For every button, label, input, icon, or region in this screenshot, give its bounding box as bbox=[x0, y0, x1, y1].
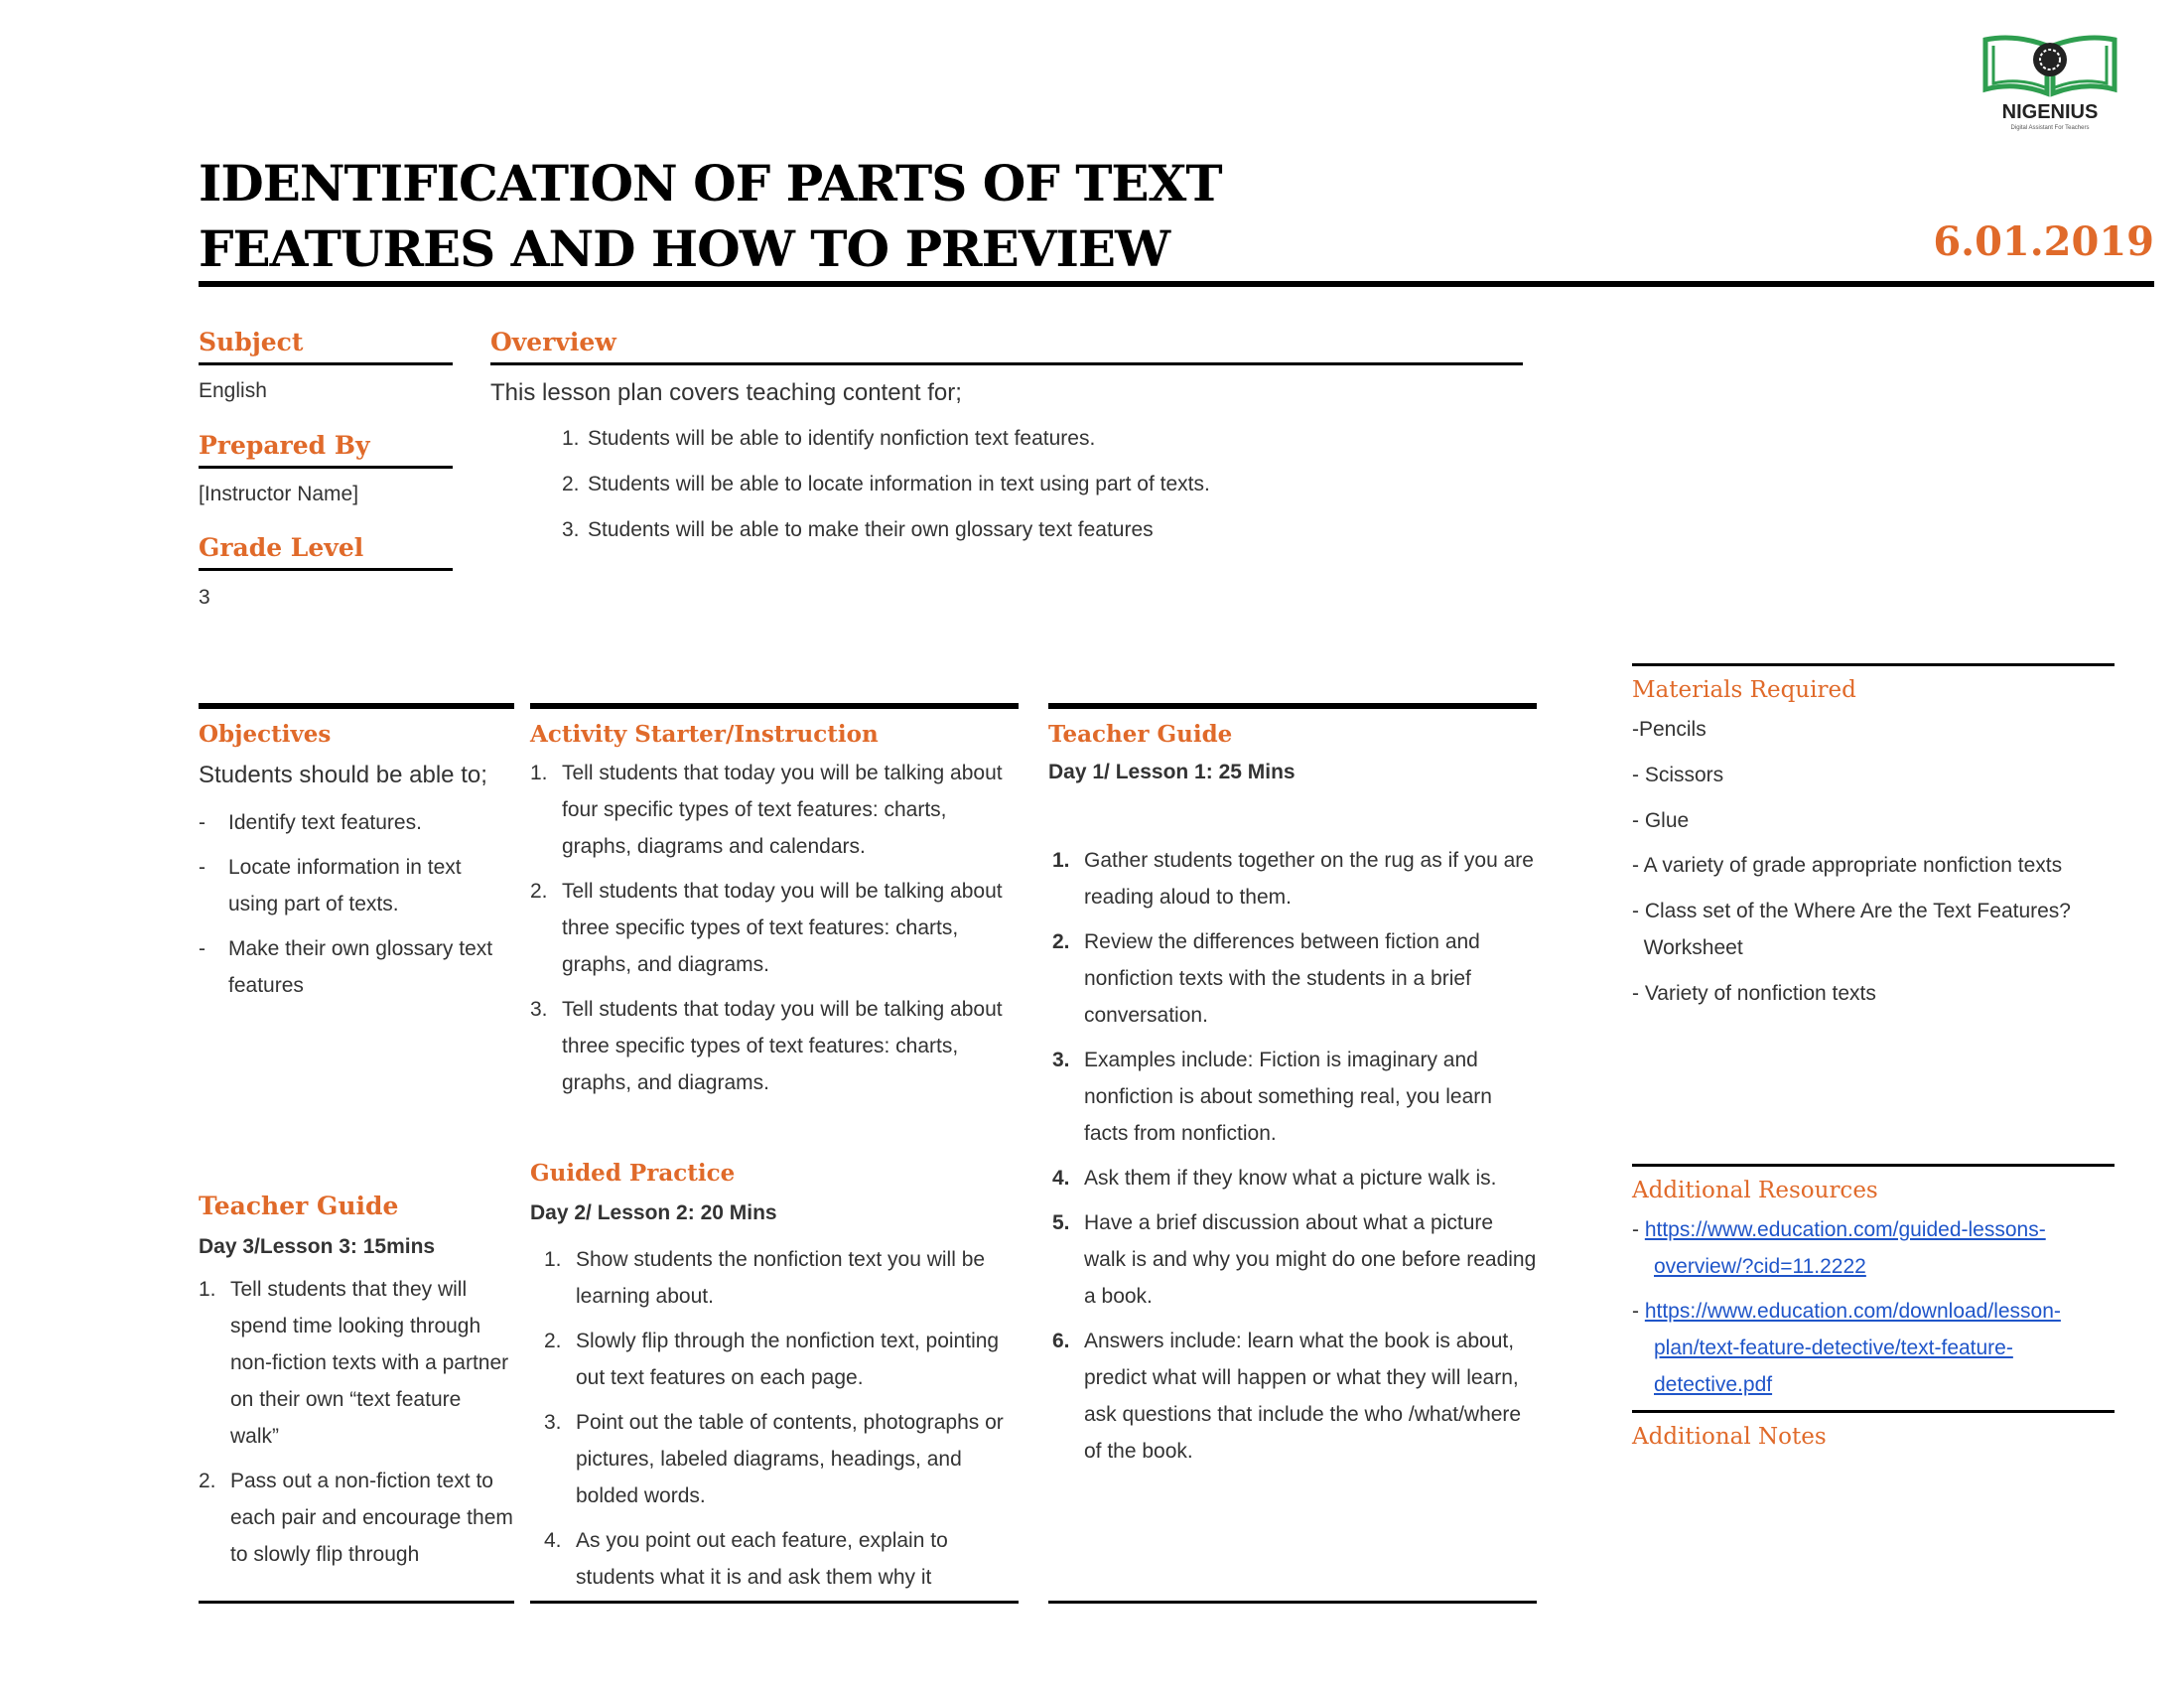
resource-link[interactable]: - https://www.education.com/download/lesson- plan/text-feature-detective/text-feature- detective.pdf bbox=[1632, 1300, 2061, 1396]
teacher-guide-top-rule bbox=[1048, 703, 1537, 709]
book-logo-icon bbox=[1976, 30, 2124, 104]
activity-starter-list bbox=[530, 755, 1017, 1109]
prepared-by-label: Prepared By bbox=[199, 431, 453, 469]
list-item: - Make their own glossary text features bbox=[199, 937, 493, 997]
list-item: 2. Review the differences between fiction and nonfiction texts with the students in a brief conversation. bbox=[1052, 930, 1480, 1027]
prepared-by-value: [Instructor Name] bbox=[199, 483, 359, 505]
objectives-bottom-rule bbox=[199, 1601, 514, 1604]
materials-item: - Glue bbox=[1632, 809, 1690, 832]
list-item: - Identify text features. bbox=[199, 811, 422, 834]
title-line-1: IDENTIFICATION OF PARTS OF TEXT bbox=[199, 154, 1222, 212]
teacher-guide-day3-list bbox=[199, 1271, 514, 1581]
grade-level-label: Grade Level bbox=[199, 533, 453, 571]
logo-wordmark: NIGENIUS bbox=[2001, 101, 2099, 123]
materials-heading: Materials Required bbox=[1632, 677, 1856, 703]
materials-item: Worksheet bbox=[1632, 936, 1743, 959]
resource-link[interactable]: - https://www.education.com/guided-lessons- overview/?cid=11.2222 bbox=[1632, 1218, 2046, 1278]
materials-item: - Scissors bbox=[1632, 764, 1724, 786]
title-line-2: FEATURES AND HOW TO PREVIEW bbox=[199, 219, 1170, 278]
subject-label: Subject bbox=[199, 328, 453, 365]
list-item: 6. Answers include: learn what the book is about, predict what will happen or what they will learn, ask questions that include the who /what/where of the book. bbox=[1052, 1330, 1522, 1463]
guided-practice-heading: Guided Practice bbox=[530, 1160, 736, 1187]
activity-top-rule bbox=[530, 703, 1019, 709]
overview-item: 1. Students will be able to identify nonfiction text features. bbox=[562, 427, 1096, 450]
resources-heading: Additional Resources bbox=[1632, 1178, 1878, 1203]
nigenius-logo bbox=[1976, 30, 2124, 139]
list-item: 2. Slowly flip through the nonfiction text, pointing out text features on each page. bbox=[544, 1330, 1000, 1389]
list-item: 3. Point out the table of contents, photographs or pictures, labeled diagrams, headings, and bolded words. bbox=[544, 1411, 1004, 1507]
guided-practice-subheading: Day 2/ Lesson 2: 20 Mins bbox=[530, 1201, 777, 1224]
objectives-heading: Objectives bbox=[199, 721, 332, 748]
list-item: 3. Examples include: Fiction is imaginary and nonfiction is about something real, you learn facts from nonfiction. bbox=[1052, 1049, 1492, 1145]
objectives-top-rule bbox=[199, 703, 514, 709]
overview-intro: This lesson plan covers teaching content for; bbox=[490, 379, 962, 406]
notes-top-rule bbox=[1632, 1410, 2115, 1413]
lesson-date: 6.01.2019 bbox=[1933, 218, 2154, 265]
title-divider bbox=[199, 281, 2154, 287]
teacher-guide-day1-heading: Teacher Guide bbox=[1048, 721, 1233, 748]
list-item: 1. Tell students that today you will be talking about four specific types of text features: charts, graphs, diagrams and calendars. bbox=[530, 762, 1003, 858]
list-item: 5. Have a brief discussion about what a picture walk is and why you might do one before reading a book. bbox=[1052, 1211, 1537, 1308]
teacher-guide-bottom-rule bbox=[1048, 1601, 1537, 1604]
materials-item: - A variety of grade appropriate nonfiction texts bbox=[1632, 854, 2063, 877]
list-item: 2. Pass out a non-fiction text to each pair and encourage them to slowly flip through bbox=[199, 1470, 513, 1566]
teacher-guide-day1-subheading: Day 1/ Lesson 1: 25 Mins bbox=[1048, 761, 1296, 783]
list-item: 1. Show students the nonfiction text you will be learning about. bbox=[544, 1248, 986, 1308]
logo-tagline: Digital Assistant For Teachers bbox=[2010, 125, 2090, 131]
objectives-list bbox=[199, 804, 506, 1012]
guided-practice-list bbox=[544, 1241, 1019, 1604]
list-item: 2. Tell students that today you will be talking about three specific types of text features: charts, graphs, and diagrams. bbox=[530, 880, 1003, 976]
notes-heading: Additional Notes bbox=[1632, 1424, 1827, 1450]
list-item: 1. Gather students together on the rug as if you are reading aloud to them. bbox=[1052, 849, 1534, 909]
teacher-guide-day1-list bbox=[1052, 842, 1539, 1477]
list-item: 4. Ask them if they know what a picture walk is. bbox=[1052, 1167, 1497, 1190]
activity-starter-heading: Activity Starter/Instruction bbox=[530, 721, 879, 748]
materials-item: - Variety of nonfiction texts bbox=[1632, 982, 1876, 1005]
grade-level-value: 3 bbox=[199, 586, 210, 609]
overview-heading: Overview bbox=[490, 328, 1523, 365]
objectives-intro: Students should be able to; bbox=[199, 762, 487, 788]
subject-value: English bbox=[199, 379, 267, 402]
page-title bbox=[199, 151, 1489, 282]
materials-item: -Pencils bbox=[1632, 718, 1706, 741]
overview-item: 2. Students will be able to locate information in text using part of texts. bbox=[562, 473, 1210, 495]
list-item: 3. Tell students that today you will be talking about three specific types of text features: charts, graphs, and diagrams. bbox=[530, 998, 1003, 1094]
overview-item: 3. Students will be able to make their own glossary text features bbox=[562, 518, 1154, 541]
list-item: 1. Tell students that they will spend time looking through non-fiction texts with a partner on their own “text feature walk” bbox=[199, 1278, 509, 1448]
materials-item: - Class set of the Where Are the Text Features? bbox=[1632, 900, 2071, 922]
list-item: - Locate information in text using part of texts. bbox=[199, 856, 462, 915]
materials-top-rule bbox=[1632, 663, 2115, 666]
teacher-guide-day3-subheading: Day 3/Lesson 3: 15mins bbox=[199, 1235, 436, 1258]
resources-top-rule bbox=[1632, 1164, 2115, 1167]
list-item: 4. As you point out each feature, explain to students what it is and ask them why it bbox=[544, 1529, 948, 1589]
teacher-guide-day3-heading: Teacher Guide bbox=[199, 1192, 399, 1220]
